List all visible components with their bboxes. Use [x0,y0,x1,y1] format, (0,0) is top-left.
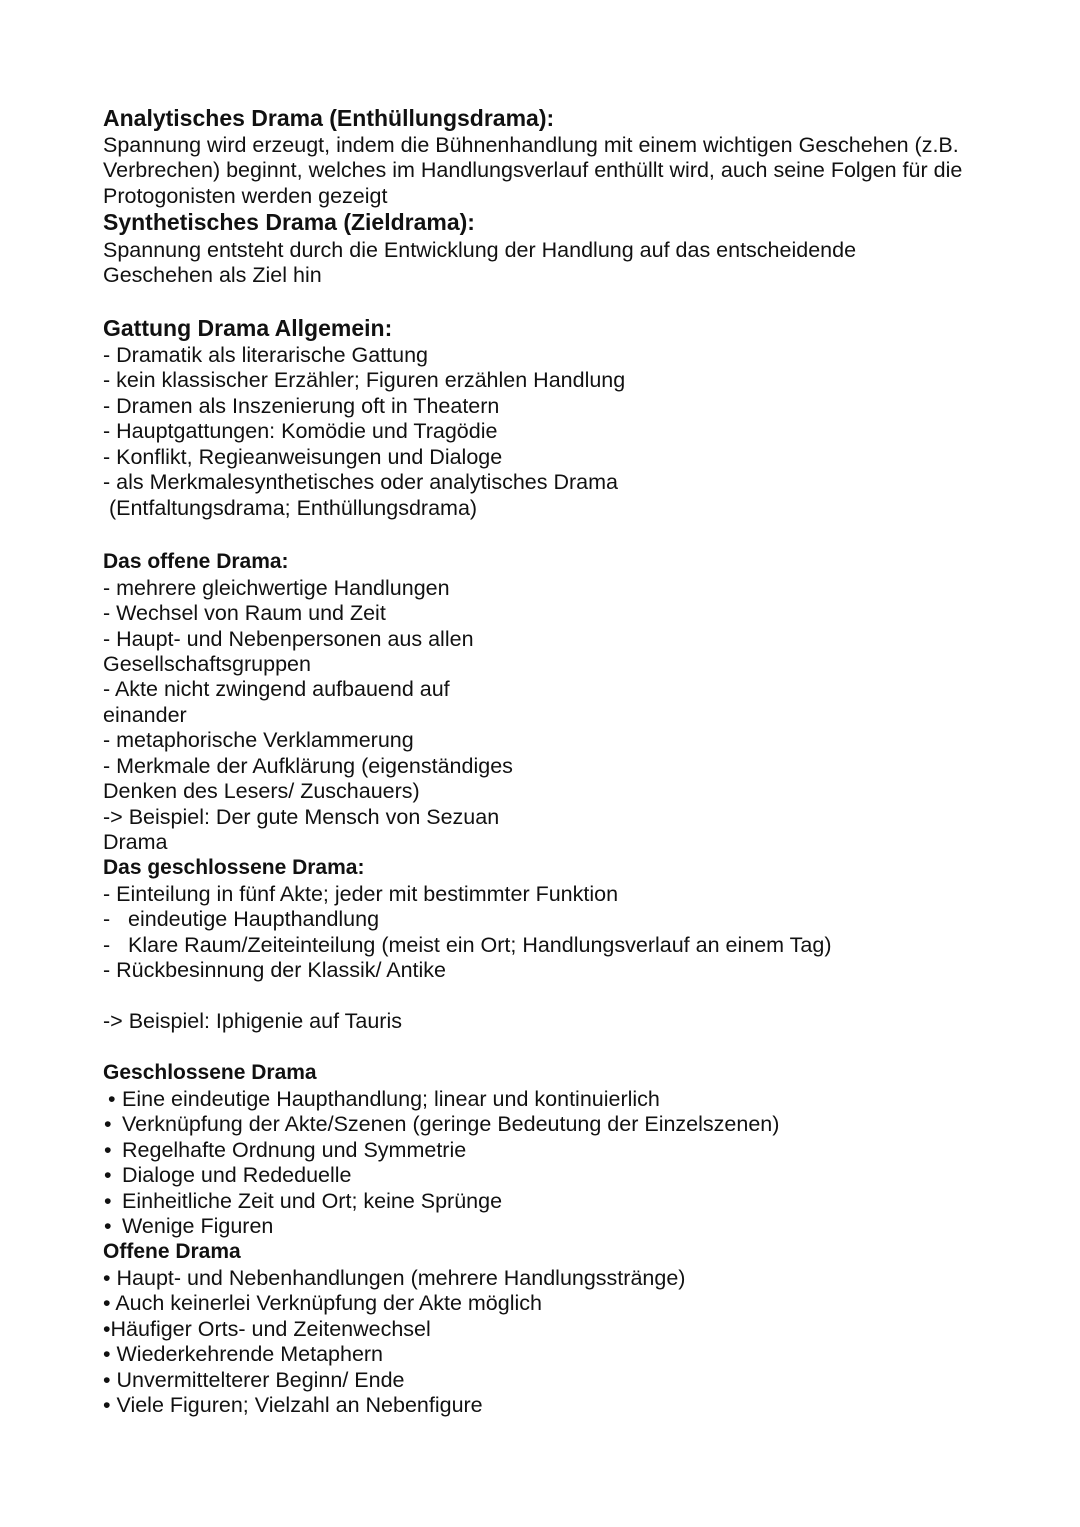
list-item: • Unvermittelterer Beginn/ Ende [103,1368,405,1392]
text-line: Protogonisten werden gezeigt [103,184,388,208]
list-item: Dialoge und Rededuelle [122,1163,352,1187]
heading-gattung-drama-allgemein: Gattung Drama Allgemein: [103,315,393,341]
bullet-icon: • [108,1087,116,1111]
list-item: Klare Raum/Zeiteinteilung (meist ein Ort; Handlungsverlauf an einem Tag) [128,933,832,957]
list-item: - Merkmale der Aufklärung (eigenständiges [103,754,513,778]
text-line: Spannung entsteht durch die Entwicklung der Handlung auf das entscheidende [103,238,857,262]
heading-geschlossene-drama: Geschlossene Drama [103,1061,317,1084]
list-item: - Dramen als Inszenierung oft in Theatern [103,394,500,418]
list-item: - Rückbesinnung der Klassik/ Antike [103,958,446,982]
list-item: - mehrere gleichwertige Handlungen [103,576,450,600]
bullet-icon: • [104,1112,112,1136]
list-item: - als Merkmalesynthetisches oder analytisches Drama [103,470,619,494]
list-item: (Entfaltungsdrama; Enthüllungsdrama) [103,496,478,520]
heading-das-offene-drama: Das offene Drama: [103,550,289,573]
list-item: • Wiederkehrende Metaphern [103,1342,384,1366]
heading-offene-drama: Offene Drama [103,1240,241,1263]
list-item: • Auch keinerlei Verknüpfung der Akte möglich [103,1291,542,1315]
list-item: Wenige Figuren [122,1214,274,1238]
list-dash: - [103,933,111,957]
list-item: - Hauptgattungen: Komödie und Tragödie [103,419,498,443]
bullet-icon: • [104,1214,112,1238]
list-item: - Haupt- und Nebenpersonen aus allen [103,627,474,651]
text-line: Verbrechen) beginnt, welches im Handlungsverlauf enthüllt wird, auch seine Folgen für die [103,158,963,182]
heading-synthetisches-drama: Synthetisches Drama (Zieldrama): [103,209,475,235]
list-item: - Dramatik als literarische Gattung [103,343,428,367]
list-item: - Akte nicht zwingend aufbauend auf [103,677,450,701]
list-item: Regelhafte Ordnung und Symmetrie [122,1138,467,1162]
list-item: - Einteilung in fünf Akte; jeder mit bestimmter Funktion [103,882,619,906]
list-item: - Konflikt, Regieanweisungen und Dialoge [103,445,503,469]
list-item: • Viele Figuren; Vielzahl an Nebenfigure [103,1393,483,1417]
list-item: - metaphorische Verklammerung [103,728,414,752]
list-item: eindeutige Haupthandlung [128,907,380,931]
text-line: Geschehen als Ziel hin [103,263,322,287]
list-item: einander [103,703,187,727]
heading-analytisches-drama: Analytisches Drama (Enthüllungsdrama): [103,105,555,131]
bullet-icon: • [104,1189,112,1213]
list-item: -> Beispiel: Iphigenie auf Tauris [103,1009,402,1033]
list-item: Drama [103,830,168,854]
list-item: •Häufiger Orts- und Zeitenwechsel [103,1317,431,1341]
list-item: Gesellschaftsgruppen [103,652,311,676]
list-item: - Wechsel von Raum und Zeit [103,601,386,625]
list-item: Verknüpfung der Akte/Szenen (geringe Bedeutung der Einzelszenen) [122,1112,780,1136]
heading-das-geschlossene-drama: Das geschlossene Drama: [103,856,365,879]
list-item: Denken des Lesers/ Zuschauers) [103,779,420,803]
list-dash: - [103,907,111,931]
list-item: • Haupt- und Nebenhandlungen (mehrere Handlungsstränge) [103,1266,686,1290]
list-item: - kein klassischer Erzähler; Figuren erzählen Handlung [103,368,626,392]
bullet-icon: • [104,1138,112,1162]
list-item: Einheitliche Zeit und Ort; keine Sprünge [122,1189,503,1213]
bullet-icon: • [104,1163,112,1187]
text-line: Spannung wird erzeugt, indem die Bühnenhandlung mit einem wichtigen Geschehen (z.B. [103,133,959,157]
list-item: Eine eindeutige Haupthandlung; linear und kontinuierlich [122,1087,660,1111]
list-item: -> Beispiel: Der gute Mensch von Sezuan [103,805,500,829]
